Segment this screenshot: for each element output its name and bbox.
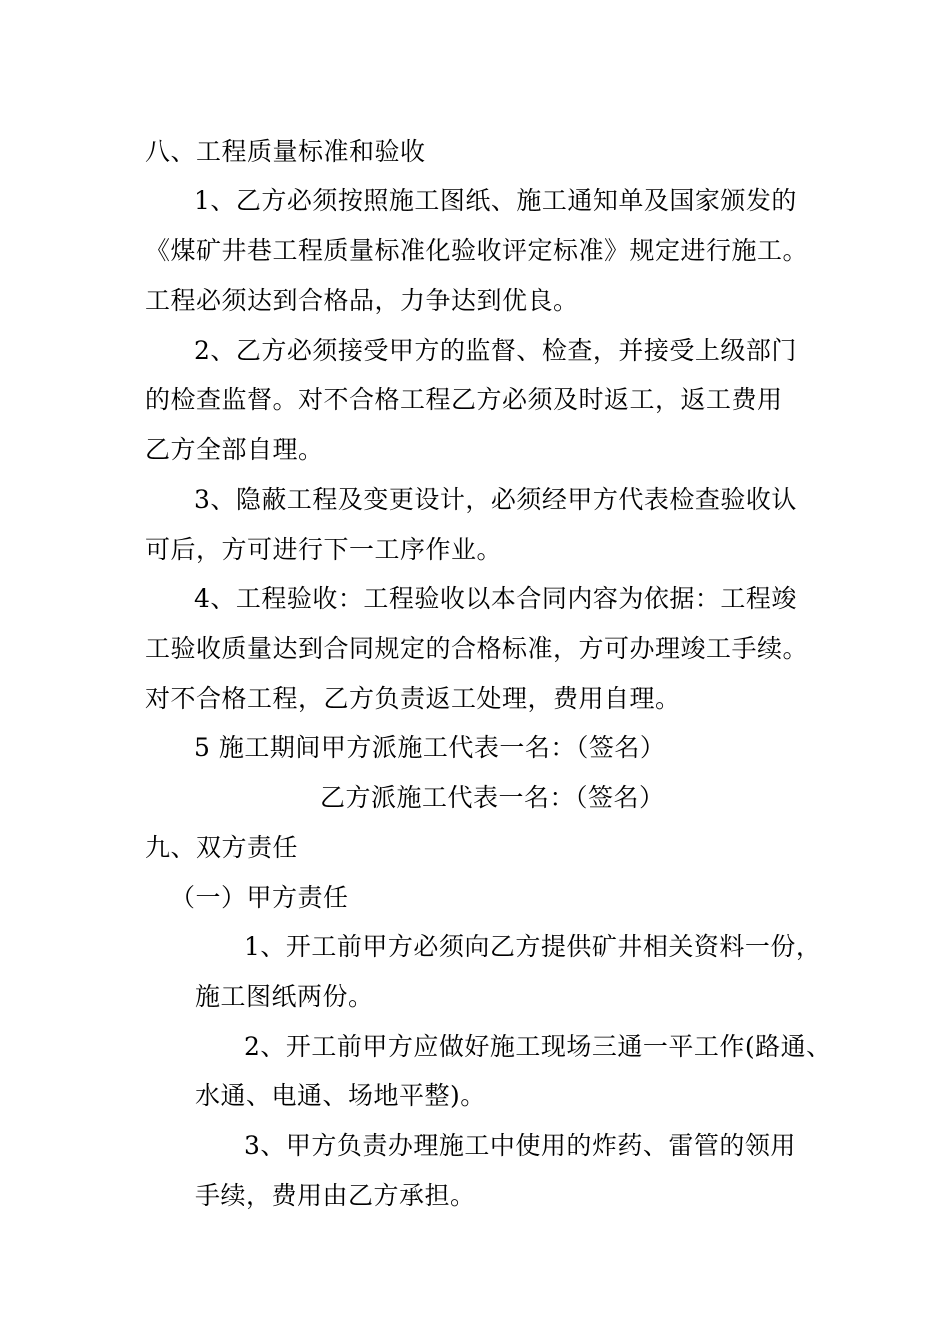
paragraph-line: 乙方全部自理。 [145, 435, 324, 464]
paragraph-line: 3、甲方负责办理施工中使用的炸药、雷管的领用 [244, 1131, 796, 1160]
paragraph-line: 4、工程验收：工程验收以本合同内容为依据：工程竣 [194, 584, 797, 613]
signature-line-party-b: 乙方派施工代表一名：（签名） [320, 783, 665, 812]
paragraph-line: 3、隐蔽工程及变更设计，必须经甲方代表检查验收认 [194, 485, 797, 514]
paragraph-line: 工验收质量达到合同规定的合格标准，方可办理竣工手续。 [145, 634, 809, 663]
paragraph-line: 2、开工前甲方应做好施工现场三通一平工作(路通、 [244, 1032, 832, 1061]
paragraph-line: 工程必须达到合格品，力争达到优良。 [145, 286, 579, 315]
signature-line-party-a: 5 施工期间甲方派施工代表一名：（签名） [194, 733, 666, 762]
paragraph-line: 施工图纸两份。 [195, 982, 374, 1011]
paragraph-line: 2、乙方必须接受甲方的监督、检查，并接受上级部门 [194, 336, 797, 365]
heading-section-9: 九、双方责任 [145, 833, 299, 862]
paragraph-line: 1、开工前甲方必须向乙方提供矿井相关资料一份， [244, 932, 822, 961]
paragraph-line: 的检查监督。对不合格工程乙方必须及时返工，返工费用 [145, 385, 783, 414]
subheading-party-a-duties: （一）甲方责任 [170, 883, 349, 912]
paragraph-line: 水通、电通、场地平整)。 [195, 1081, 486, 1110]
paragraph-line: 《煤矿井巷工程质量标准化验收评定标准》规定进行施工。 [145, 236, 809, 265]
paragraph-line: 可后，方可进行下一工序作业。 [145, 535, 503, 564]
paragraph-line: 手续，费用由乙方承担。 [195, 1181, 476, 1210]
paragraph-line: 对不合格工程，乙方负责返工处理，费用自理。 [145, 684, 681, 713]
heading-section-8: 八、工程质量标准和验收 [145, 137, 426, 166]
paragraph-line: 1、乙方必须按照施工图纸、施工通知单及国家颁发的 [194, 186, 797, 215]
